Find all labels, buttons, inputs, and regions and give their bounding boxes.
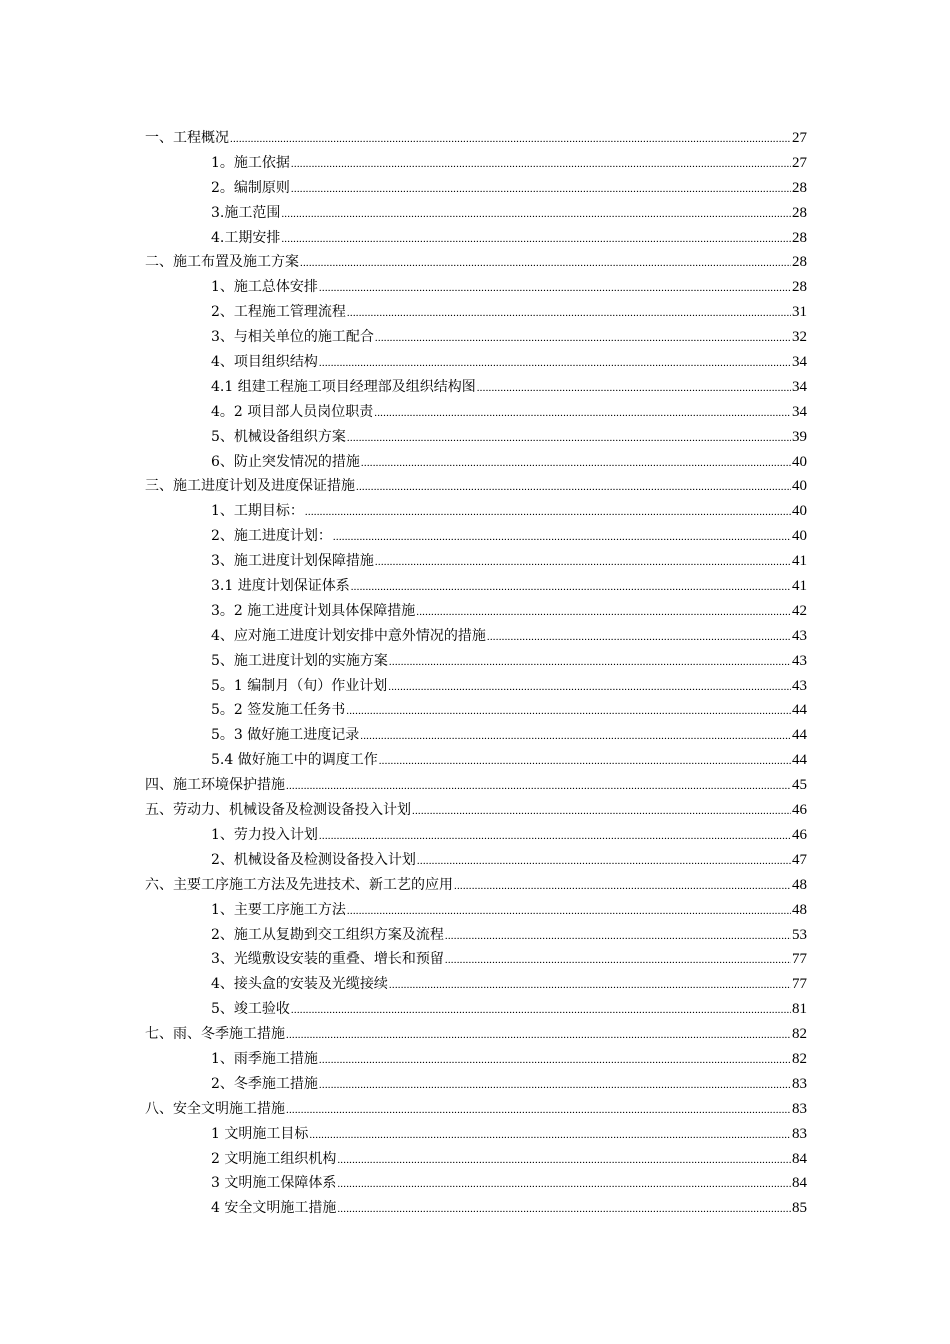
toc-entry-page-number: 48 [792, 876, 807, 893]
toc-entry-page-number: 48 [792, 901, 807, 918]
toc-entry-title: 四、施工环境保护措施 [145, 777, 285, 794]
dot-leader [291, 177, 791, 202]
toc-entry-page-number: 28 [792, 204, 807, 221]
toc-entry[interactable] [145, 923, 807, 948]
toc-entry-page-number: 27 [792, 130, 807, 146]
dot-leader [389, 650, 791, 675]
toc-entry-page-number: 82 [792, 1026, 807, 1043]
toc-entry[interactable] [145, 375, 807, 400]
toc-entry[interactable] [145, 947, 807, 972]
toc-entry-page-number: 31 [792, 304, 807, 321]
toc-entry-page-number: 27 [792, 154, 807, 171]
toc-entry-page-number: 77 [792, 951, 807, 968]
toc-entry-page-number: 40 [792, 503, 807, 520]
toc-entry[interactable] [145, 599, 807, 624]
toc-entry-page-number: 82 [792, 1050, 807, 1067]
toc-entry-title: 3.1 进度计划保证体系 [211, 578, 350, 595]
toc-entry-page-number: 46 [792, 826, 807, 843]
toc-entry[interactable] [145, 1022, 807, 1047]
toc-entry[interactable] [145, 524, 807, 549]
toc-entry[interactable] [145, 425, 807, 450]
dot-leader [445, 948, 791, 973]
toc-entry[interactable] [145, 898, 807, 923]
dot-leader [319, 276, 791, 301]
toc-entry[interactable] [145, 350, 807, 375]
dot-leader [346, 699, 791, 724]
toc-entry-title: 1、施工总体安排 [211, 279, 318, 296]
toc-entry-title: 5。1 编制月（旬）作业计划 [211, 677, 388, 694]
dot-leader [360, 724, 791, 749]
toc-entry-title: 3 文明施工保障体系 [211, 1175, 337, 1192]
toc-entry[interactable] [145, 325, 807, 350]
toc-entry-page-number: 44 [792, 702, 807, 719]
toc-entry-page-number: 81 [792, 1001, 807, 1018]
dot-leader [347, 899, 791, 924]
toc-entry-title: 2、机械设备及检测设备投入计划 [211, 851, 416, 868]
toc-entry-page-number: 83 [792, 1100, 807, 1117]
toc-entry-title: 2、施工进度计划： [211, 528, 332, 545]
dot-leader [375, 550, 791, 575]
toc-entry-title: 1、劳力投入计划 [211, 826, 318, 843]
toc-entry[interactable] [145, 1171, 807, 1196]
toc-entry[interactable] [145, 549, 807, 574]
dot-leader [319, 1073, 791, 1098]
dot-leader [291, 998, 791, 1023]
dot-leader [300, 251, 791, 276]
toc-entry[interactable] [145, 499, 807, 524]
toc-entry[interactable] [145, 997, 807, 1022]
dot-leader [417, 849, 791, 874]
toc-entry[interactable] [145, 723, 807, 748]
toc-entry-title: 3、光缆敷设安装的重叠、增长和预留 [211, 951, 444, 968]
toc-entry-title: 4、应对施工进度计划安排中意外情况的措施 [211, 627, 486, 644]
toc-entry-title: 4。2 项目部人员岗位职责 [211, 403, 374, 420]
toc-entry-title: 4 安全文明施工措施 [211, 1200, 337, 1217]
dot-leader [361, 451, 791, 476]
toc-entry-page-number: 44 [792, 752, 807, 769]
toc-entry[interactable] [145, 698, 807, 723]
table-of-contents [145, 126, 807, 1221]
toc-entry-title: 5。2 签发施工任务书 [211, 702, 346, 719]
toc-entry-title: 5、机械设备组织方案 [211, 428, 346, 445]
toc-entry-page-number: 34 [792, 403, 807, 420]
dot-leader [337, 1197, 791, 1222]
toc-entry-title: 1、工期目标： [211, 503, 304, 520]
toc-entry-title: 6、防止突发情况的措施 [211, 453, 360, 470]
toc-entry-page-number: 42 [792, 602, 807, 619]
toc-entry-title: 3、施工进度计划保障措施 [211, 553, 374, 570]
toc-entry-title: 5.4 做好施工中的调度工作 [211, 752, 378, 769]
toc-entry[interactable] [145, 300, 807, 325]
dot-leader [305, 500, 791, 525]
toc-entry-page-number: 53 [792, 926, 807, 943]
dot-leader [291, 152, 791, 177]
toc-entry-title: 5、施工进度计划的实施方案 [211, 652, 388, 669]
toc-entry[interactable] [145, 275, 807, 300]
toc-entry[interactable] [145, 674, 807, 699]
toc-entry-title: 3。2 施工进度计划具体保障措施 [211, 602, 416, 619]
dot-leader [337, 1172, 791, 1197]
toc-entry-title: 2 文明施工组织机构 [211, 1150, 337, 1167]
toc-entry-title: 1。施工依据 [211, 154, 290, 171]
dot-leader [337, 1148, 791, 1173]
toc-entry[interactable] [145, 250, 807, 275]
toc-entry-page-number: 41 [792, 578, 807, 595]
dot-leader [230, 127, 791, 152]
dot-leader [388, 675, 791, 700]
dot-leader [445, 924, 791, 949]
dot-leader [286, 1023, 791, 1048]
toc-entry-title: 六、主要工序施工方法及先进技术、新工艺的应用 [145, 876, 453, 893]
toc-entry[interactable] [145, 1047, 807, 1072]
toc-entry-page-number: 32 [792, 329, 807, 346]
toc-entry-page-number: 84 [792, 1150, 807, 1167]
toc-entry-title: 三、施工进度计划及进度保证措施 [145, 478, 355, 495]
dot-leader [351, 575, 791, 600]
toc-entry-page-number: 43 [792, 652, 807, 669]
toc-entry-page-number: 40 [792, 478, 807, 495]
dot-leader [356, 475, 791, 500]
toc-entry-page-number: 77 [792, 976, 807, 993]
toc-entry[interactable] [145, 151, 807, 176]
dot-leader [319, 1048, 791, 1073]
toc-entry[interactable] [145, 748, 807, 773]
toc-entry-page-number: 83 [792, 1075, 807, 1092]
toc-entry-page-number: 28 [792, 254, 807, 271]
dot-leader [389, 973, 791, 998]
toc-entry-title: 3.施工范围 [211, 204, 281, 221]
dot-leader [379, 749, 791, 774]
toc-entry-title: 4.工期安排 [211, 229, 281, 246]
toc-entry-title: 2、冬季施工措施 [211, 1075, 318, 1092]
toc-entry-page-number: 28 [792, 229, 807, 246]
toc-entry-title: 4、项目组织结构 [211, 354, 318, 371]
toc-entry[interactable] [145, 848, 807, 873]
toc-entry[interactable] [145, 873, 807, 898]
toc-entry[interactable] [145, 1072, 807, 1097]
toc-entry[interactable] [145, 1122, 807, 1147]
toc-entry-page-number: 41 [792, 553, 807, 570]
dot-leader [281, 202, 791, 227]
toc-entry[interactable] [145, 474, 807, 499]
toc-entry-page-number: 46 [792, 802, 807, 819]
toc-entry-page-number: 45 [792, 777, 807, 794]
dot-leader [374, 401, 791, 426]
dot-leader [416, 600, 791, 625]
toc-entry-page-number: 44 [792, 727, 807, 744]
toc-entry[interactable] [145, 649, 807, 674]
toc-entry-title: 1、主要工序施工方法 [211, 901, 346, 918]
toc-entry[interactable] [145, 226, 807, 251]
toc-entry-title: 2、工程施工管理流程 [211, 304, 346, 321]
toc-entry-page-number: 40 [792, 528, 807, 545]
toc-entry-title: 八、安全文明施工措施 [145, 1100, 285, 1117]
dot-leader [319, 351, 791, 376]
toc-entry-title: 2、施工从复勘到交工组织方案及流程 [211, 926, 444, 943]
toc-entry-title: 4.1 组建工程施工项目经理部及组织结构图 [211, 378, 476, 395]
dot-leader [319, 824, 791, 849]
toc-entry-page-number: 84 [792, 1175, 807, 1192]
toc-entry[interactable] [145, 972, 807, 997]
toc-entry[interactable] [145, 450, 807, 475]
toc-entry-title: 4、接头盒的安装及光缆接续 [211, 976, 388, 993]
dot-leader [477, 376, 791, 401]
dot-leader [454, 874, 791, 899]
toc-entry-title: 2。编制原则 [211, 179, 290, 196]
toc-entry[interactable] [145, 823, 807, 848]
dot-leader [347, 426, 791, 451]
toc-entry-title: 七、雨、冬季施工措施 [145, 1026, 285, 1043]
dot-leader [347, 301, 791, 326]
dot-leader [309, 1123, 791, 1148]
toc-entry-page-number: 83 [792, 1125, 807, 1142]
toc-entry-page-number: 34 [792, 354, 807, 371]
toc-entry-title: 五、劳动力、机械设备及检测设备投入计划 [145, 802, 411, 819]
dot-leader [286, 774, 791, 799]
dot-leader [412, 799, 791, 824]
toc-entry-title: 1 文明施工目标 [211, 1125, 309, 1142]
toc-entry[interactable] [145, 574, 807, 599]
dot-leader [281, 227, 791, 252]
toc-entry-title: 1、雨季施工措施 [211, 1050, 318, 1067]
toc-entry[interactable] [145, 201, 807, 226]
toc-entry-page-number: 34 [792, 378, 807, 395]
toc-entry[interactable] [145, 798, 807, 823]
toc-entry[interactable] [145, 176, 807, 201]
toc-entry-title: 二、施工布置及施工方案 [145, 254, 299, 271]
toc-entry-page-number: 40 [792, 453, 807, 470]
toc-entry[interactable] [145, 773, 807, 798]
toc-entry-page-number: 43 [792, 627, 807, 644]
toc-entry-page-number: 85 [792, 1200, 807, 1217]
toc-entry[interactable] [145, 1196, 807, 1221]
toc-entry-page-number: 47 [792, 851, 807, 868]
toc-entry-title: 一、工程概况 [145, 130, 229, 146]
toc-entry[interactable] [145, 1147, 807, 1172]
toc-entry-page-number: 43 [792, 677, 807, 694]
toc-entry-title: 5。3 做好施工进度记录 [211, 727, 360, 744]
toc-entry-page-number: 28 [792, 279, 807, 296]
dot-leader [286, 1098, 791, 1123]
toc-entry-title: 5、竣工验收 [211, 1001, 290, 1018]
toc-entry[interactable] [145, 126, 807, 151]
toc-entry[interactable] [145, 400, 807, 425]
toc-entry-title: 3、与相关单位的施工配合 [211, 329, 374, 346]
toc-entry[interactable] [145, 1097, 807, 1122]
dot-leader [487, 625, 791, 650]
toc-entry-page-number: 39 [792, 428, 807, 445]
dot-leader [375, 326, 791, 351]
toc-entry-page-number: 28 [792, 179, 807, 196]
toc-entry[interactable] [145, 624, 807, 649]
dot-leader [333, 525, 791, 550]
